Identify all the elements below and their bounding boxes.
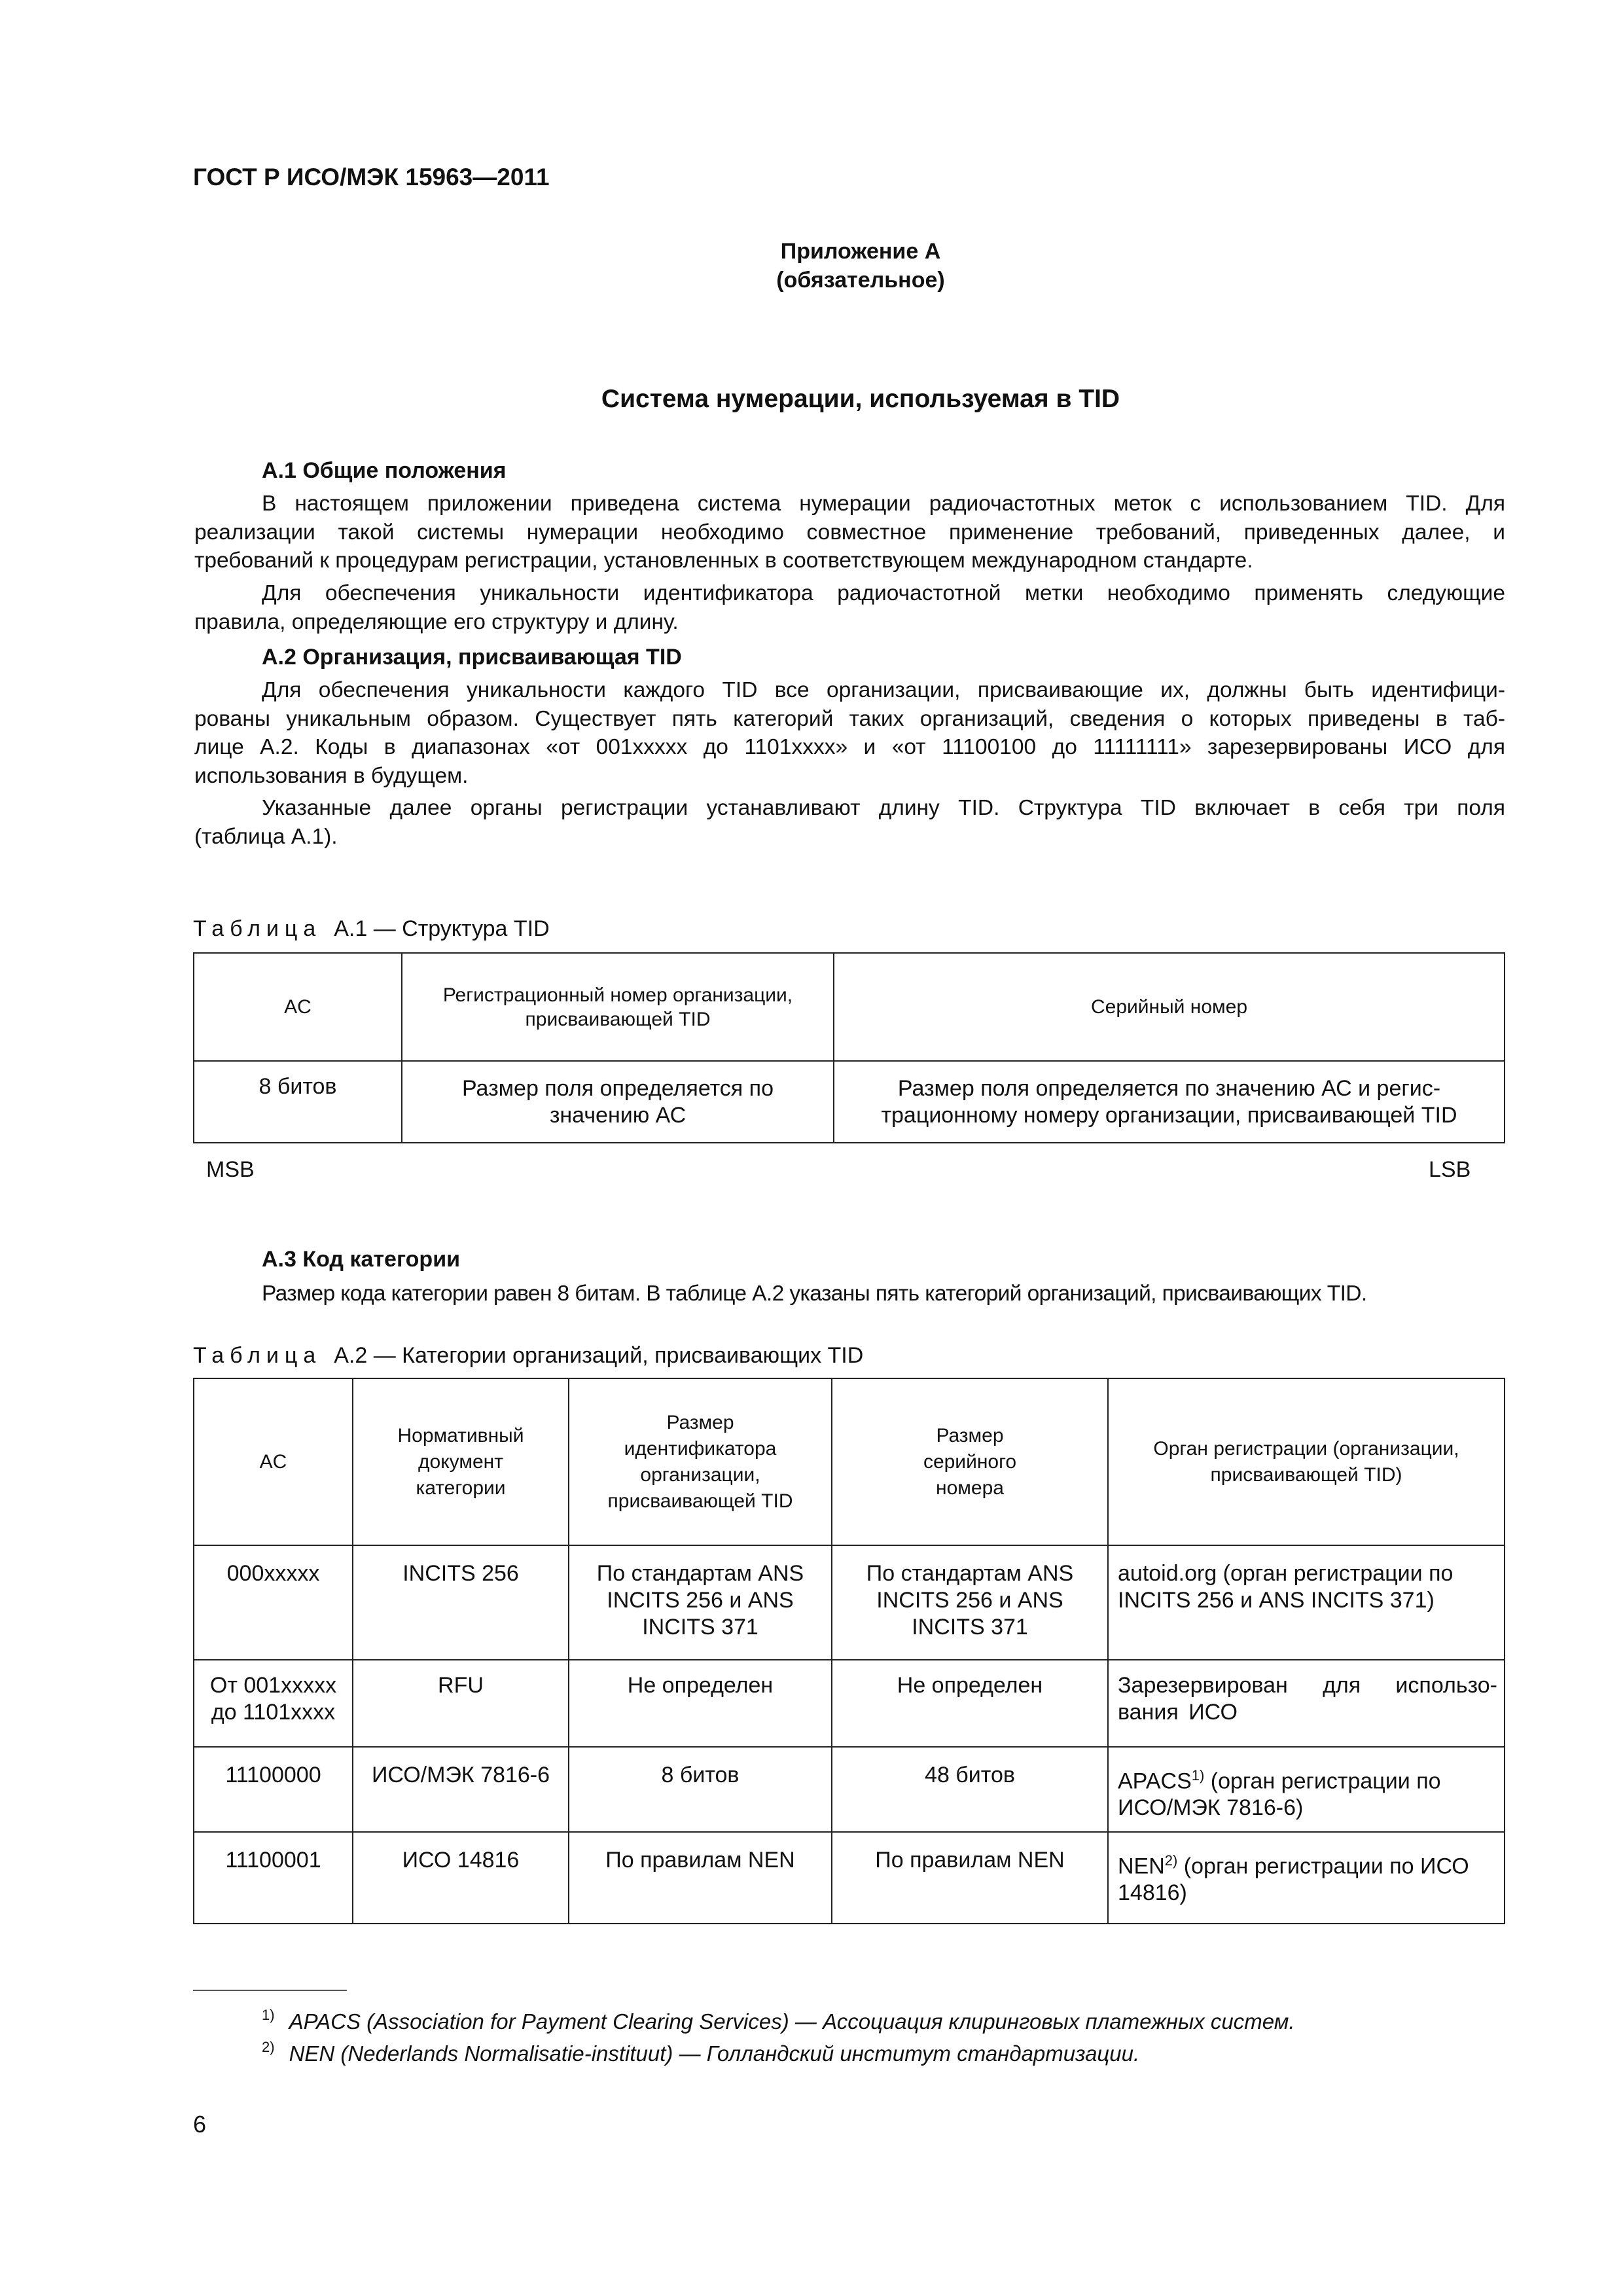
- table-a1-header-reg-number: Регистрационный номер организации, присваивающей TID: [402, 953, 834, 1061]
- table-a2-cell-ac: 000xxxxx: [194, 1545, 353, 1660]
- page-number: 6: [193, 2111, 207, 2138]
- table-a2-cell-authority: Зарезервирован для использо- вания ИСО: [1108, 1660, 1505, 1747]
- table-row: [194, 1660, 1505, 1747]
- msb-label: MSB: [206, 1157, 255, 1182]
- table-a2-cell-id-size: 8 битов: [569, 1747, 832, 1832]
- table-a2-cell-serial-size: 48 битов: [832, 1747, 1108, 1832]
- section-a1-paragraph-2: Для обеспечения уникальности идентификатора радиочастотной метки необходимо применять следующие правила, определяющие его структуру и длину.: [194, 581, 1505, 634]
- table-a2-cell-id-size: По стандартам ANS INCITS 256 и ANS INCITS 371: [569, 1545, 832, 1660]
- table-a2-cell-authority: NEN$^{2)}$ (орган регистрации по ИСО 14816): [1108, 1832, 1505, 1924]
- footnote-2: $^{2)}$ NEN (Nederlands Normalisatie-instituut) — Голландский институт стандартизации.: [262, 2039, 1140, 2066]
- table-a2-cell-doc: ИСО 14816: [353, 1832, 569, 1924]
- table-a2-cell-doc: INCITS 256: [353, 1545, 569, 1660]
- table-a1: [193, 952, 1505, 1143]
- table-a2-header-ac: AC: [194, 1378, 353, 1545]
- section-a2-paragraph-2: Указанные далее органы регистрации устанавливают длину TID. Структура TID включает в себя три поля (таблица А.1).: [194, 796, 1505, 849]
- table-a2-cell-id-size: По правилам NEN: [569, 1832, 832, 1924]
- table-a2-header-id-size: Размер идентификатора организации, присваивающей TID: [569, 1378, 832, 1545]
- table-a1-cell-reg-number: Размер поля определяется по значению АС: [402, 1061, 834, 1143]
- table-a2-cell-doc: ИСО/МЭК 7816-6: [353, 1747, 569, 1832]
- section-a1-heading: А.1 Общие положения: [262, 458, 507, 483]
- lsb-label: LSB: [1429, 1157, 1471, 1182]
- section-a2-paragraph-1: Для обеспечения уникальности каждого TID все организации, присваивающие их, должны быть идентифици- рованы уникальным образом. Существует пять категорий таких организаций, сведения о которых приведены в таб- лице А.2. Коды в диапазонах «от 001xxxxx до 1101xxxx» и «от 11100100 до 11111111» зарезервированы ИСО для использования в будущем.: [194, 678, 1505, 788]
- table-a2-cell-authority: autoid.org (орган регистрации по INCITS 256 и ANS INCITS 371): [1108, 1545, 1505, 1660]
- annex-status: (обязательное): [776, 268, 945, 293]
- table-a1-caption: Таблица А.1 — Структура TID: [193, 916, 550, 941]
- table-a2-cell-serial-size: По правилам NEN: [832, 1832, 1108, 1924]
- section-a1-paragraph-1: В настоящем приложении приведена система нумерации радиочастотных меток с использованием TID. Для реализации такой системы нумерации необходимо совместное применение требований, приведенных далее, и требований к процедурам регистрации, установленных в соответствующем международном стандарте.: [194, 492, 1505, 573]
- main-title: Система нумерации, используемая в TID: [601, 385, 1120, 413]
- table-a2-header-authority: Орган регистрации (организации, присваивающей TID): [1108, 1378, 1505, 1545]
- section-a3-heading: А.3 Код категории: [262, 1247, 460, 1272]
- table-a2-cell-serial-size: По стандартам ANS INCITS 256 и ANS INCITS 371: [832, 1545, 1108, 1660]
- section-a2-heading: А.2 Организация, присваивающая TID: [262, 645, 682, 670]
- table-a2-cell-serial-size: Не определен: [832, 1660, 1108, 1747]
- document-code: ГОСТ Р ИСО/МЭК 15963—2011: [193, 164, 550, 190]
- table-a2-cell-ac: 11100000: [194, 1747, 353, 1832]
- table-a1-header-ac: AC: [194, 953, 402, 1061]
- table-row: [194, 1747, 1505, 1832]
- section-a3-paragraph: Размер кода категории равен 8 битам. В таблице А.2 указаны пять категорий организаций, присваивающих TID.: [262, 1282, 1367, 1306]
- table-a1-cell-serial: Размер поля определяется по значению АС и регис- трационному номеру организации, присваивающей TID: [834, 1061, 1505, 1143]
- table-a2-cell-ac: От 001xxxxx до 1101xxxx: [194, 1660, 353, 1747]
- table-row: [194, 1545, 1505, 1660]
- table-a2-caption: Таблица А.2 — Категории организаций, присваивающих TID: [193, 1343, 864, 1368]
- table-a2-cell-authority: APACS$^{1)}$ (орган регистрации по ИСО/МЭК 7816-6): [1108, 1747, 1505, 1832]
- footnote-1: $^{1)}$ APACS (Association for Payment Clearing Services) — Ассоциация клиринговых платежных систем.: [262, 2007, 1295, 2034]
- table-a2: [193, 1378, 1505, 1924]
- table-a2-header-serial-size: Размер серийного номера: [832, 1378, 1108, 1545]
- table-row: [194, 1832, 1505, 1924]
- table-a2-cell-ac: 11100001: [194, 1832, 353, 1924]
- footnote-separator: [193, 1990, 347, 1991]
- table-a1-header-serial: Серийный номер: [834, 953, 1505, 1061]
- table-a2-cell-id-size: Не определен: [569, 1660, 832, 1747]
- table-a2-header-doc: Нормативный документ категории: [353, 1378, 569, 1545]
- table-a2-cell-doc: RFU: [353, 1660, 569, 1747]
- table-a1-cell-ac: 8 битов: [194, 1061, 402, 1143]
- annex-title: Приложение А: [780, 239, 941, 264]
